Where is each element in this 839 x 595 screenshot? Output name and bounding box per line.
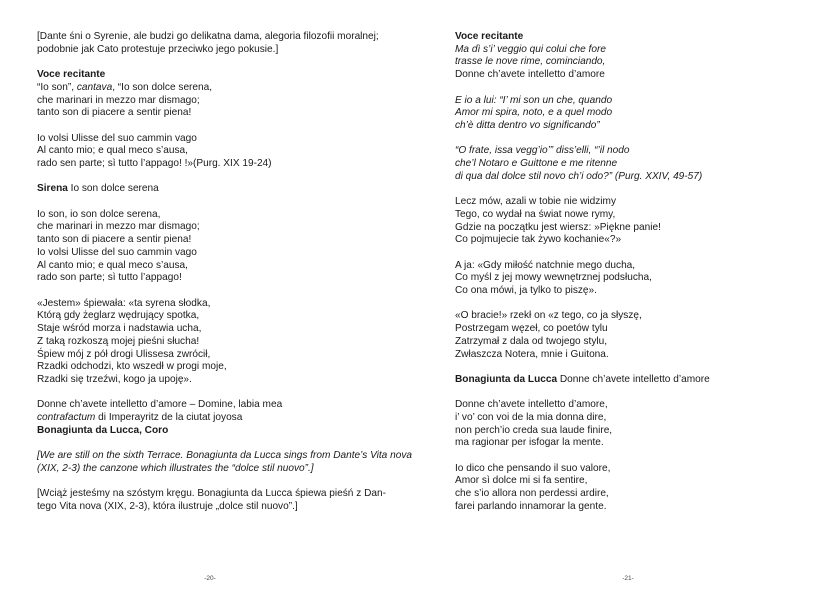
text-line: tego Vita nova (XIX, 2-3), która ilustruje „dolce stil nuovo”.] (37, 500, 298, 512)
polish-note (37, 488, 397, 513)
sirena-heading (37, 183, 397, 196)
polish-stanza-3 (455, 310, 815, 361)
text-line: che marinari in mezzo mar dismago; (37, 221, 200, 233)
text-line: A ja: «Gdy miłość natchnie mego ducha, (455, 259, 636, 271)
speaker-name: Bonagiunta da Lucca (455, 373, 558, 385)
text-line: tanto son di piacere a sentir piena! (37, 107, 192, 119)
text-span: Donne ch’avete intelletto d’amore (557, 373, 710, 385)
voce-recitante-section (455, 31, 815, 82)
text-line: Staje wśród morza i nadstawia ucha, (37, 323, 202, 335)
canzone-stanza-1 (455, 399, 815, 450)
text-line: Postrzegam węzeł, co poetów tylu (455, 323, 608, 335)
text-line: ma ragionar per isfogar la mente. (455, 437, 604, 449)
italian-stanza-2 (455, 95, 815, 133)
polish-stanza-1 (455, 196, 815, 247)
text-line: di qua dal dolce stil novo ch’i odo?” (Purg. XXIV, 49-57) (455, 170, 703, 182)
text-line: Rzadki się trzeźwi, kogo ja upoję». (37, 373, 192, 385)
text-line: Tego, co wydał na świat nowe rymy, (455, 208, 616, 220)
text-line: Gdzie na początku jest wiersz: »Piękne panie! (455, 221, 661, 233)
text-line: Amor mi spira, noto, e a quel modo (455, 107, 613, 119)
italic-span: cantava (76, 81, 113, 93)
intro-note (37, 31, 397, 56)
text-line: «Jestem» śpiewała: «ta syrena słodka, (37, 297, 211, 309)
text-line: E io a lui: “I’ mi son un che, quando (455, 94, 613, 106)
text-line: Rzadki odchodzi, kto wszedł w progi moje, (37, 361, 227, 373)
text-line: Z taką rozkoszą mojej pieśni słucha! (37, 335, 200, 347)
polish-stanza-2 (455, 260, 815, 298)
text-line: non perch’io creda sua laude finire, (455, 424, 613, 436)
text-line: trasse le nove rime, cominciando, (455, 56, 606, 68)
text-line: ch’è ditta dentro vo significando” (455, 119, 600, 131)
text-line: Donne ch’avete intelletto d’amore, (455, 399, 608, 411)
speaker-heading: Voce recitante (37, 69, 106, 81)
text-line: Donne ch’avete intelletto d’amore – Domine, labia mea (37, 399, 283, 411)
text-line: che marinari in mezzo mar dismago; (37, 94, 200, 106)
voce-recitante-section (37, 69, 397, 120)
text-line: rado son parte; sì tutto l’appago! (37, 272, 182, 284)
text-line: che’l Notaro e Guittone e me ritenne (455, 158, 618, 169)
text-line: [Dante śni o Syrenie, ale budzi go delikatna dama, alegoria filozofii moralnej; (37, 31, 379, 42)
text-line (455, 374, 815, 387)
text-line: Zwłaszcza Notera, mnie i Guitona. (455, 348, 609, 360)
bonagiunta-heading (455, 374, 815, 387)
text-line: Śpiew mój z pół drogi Ulissesa zwrócił, (37, 348, 211, 360)
text-line: Al canto mio; e qual meco s’ausa, (37, 145, 188, 157)
text-line: Donne ch’avete intelletto d’amore (455, 69, 605, 81)
page-number: -20- (204, 575, 216, 582)
canzone-stanza-2 (455, 463, 815, 514)
speaker-name: Sirena (37, 183, 68, 195)
text-line: tanto son di piacere a sentir piena! (37, 234, 192, 246)
text-span: , “Io son dolce serena, (112, 81, 213, 93)
text-line: «O bracie!» rzekł on «z tego, co ja słyszę, (455, 310, 642, 322)
italian-stanza-3 (455, 145, 815, 183)
text-line: i’ vo’ con voi de la mia donna dire, (455, 411, 607, 423)
polish-stanza (37, 298, 397, 387)
text-line: Io dico che pensando il suo valore, (455, 462, 611, 474)
donne-section (37, 399, 397, 437)
left-page (37, 31, 412, 526)
text-line: Którą gdy żeglarz wędrujący spotka, (37, 310, 200, 322)
text-line: Amor sì dolce mi si fa sentire, (455, 475, 588, 487)
sirena-stanza (37, 209, 397, 285)
text-line: [We are still on the sixth Terrace. Bonagiunta da Lucca sings from Dante’s Vita nova (37, 450, 412, 462)
text-line: Io volsi Ulisse del suo cammin vago (37, 246, 197, 258)
text-line: Co pojmujecie tak żywo kochanie«?» (455, 234, 622, 246)
text-line: Zatrzymał z dala od twojego stylu, (455, 335, 608, 347)
text-line (37, 412, 397, 425)
text-line: “O frate, issa vegg’io’” diss’elli, “’il nodo (455, 145, 630, 157)
text-span: “Io son”, (37, 81, 77, 93)
text-line: podobnie jak Cato protestuje przeciwko jego pokusie.] (37, 43, 279, 55)
right-page (455, 31, 815, 526)
text-line: Co ona mówi, ja tylko to piszę». (455, 285, 597, 296)
text-line: Io son, io son dolce serena, (37, 208, 161, 220)
text-line: rado sen parte; sì tutto l’appago! !»(Purg. XIX 19-24) (37, 158, 272, 169)
text-line: farei parlando innamorar la gente. (455, 500, 607, 512)
italic-span: contrafactum (37, 412, 96, 423)
text-line: Ma dì s’i’ veggio qui colui che fore (455, 43, 606, 55)
text-line: Al canto mio; e qual meco s’ausa, (37, 259, 188, 271)
text-line: che s’io allora non perdessi ardire, (455, 488, 609, 500)
text-line (37, 183, 397, 196)
text-line: Io volsi Ulisse del suo cammin vago (37, 132, 197, 144)
english-note (37, 450, 412, 475)
text-line (37, 82, 397, 95)
text-span: di Imperayritz de la ciutat joyosa (95, 412, 243, 423)
text-line: [Wciąż jesteśmy na szóstym kręgu. Bonagiunta da Lucca śpiewa pieśń z Dan- (37, 488, 386, 500)
text-span: Io son dolce serena (67, 183, 159, 195)
text-line: Lecz mów, azali w tobie nie widzimy (455, 196, 617, 208)
text-line: Co myśl z jej mowy wewnętrznej podsłucha, (455, 272, 652, 284)
ulisse-stanza (37, 133, 397, 171)
speaker-heading: Bonagiunta da Lucca, Coro (37, 424, 169, 436)
page-number: -21- (622, 575, 634, 582)
speaker-heading: Voce recitante (455, 31, 524, 42)
text-line: (XIX, 2-3) the canzone which illustrates the “dolce stil nuovo”.] (37, 462, 314, 474)
